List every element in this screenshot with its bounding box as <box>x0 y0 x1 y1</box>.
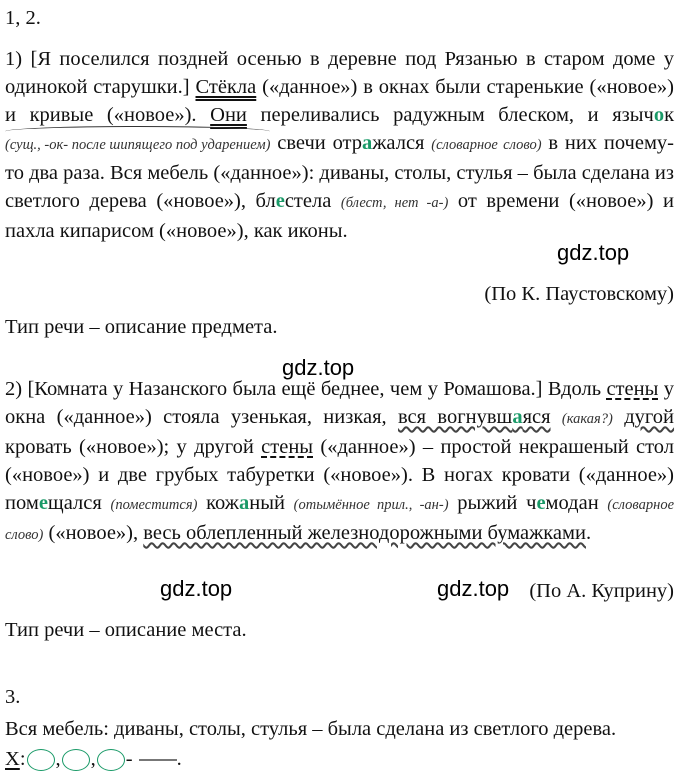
watermark: gdz.top <box>282 355 355 380</box>
scheme-generalizing-word: X <box>5 748 20 770</box>
p2-text: кожаный <box>206 492 285 514</box>
adverbial-steny: стены <box>606 378 659 400</box>
scheme-member-circle <box>62 749 90 771</box>
p1-text: переливались радужным блеском, и язычок <box>260 104 675 126</box>
p1-text: в них почему-то два раза. Вся мебель («данное»): диваны, столы, стулья – была сделана из светлого дерева («новое»), блестела <box>5 132 674 212</box>
paragraph-2 <box>5 375 674 549</box>
spelling-note: (словарное слово) <box>5 497 675 543</box>
source-paustovsky: (По К. Паустовскому) <box>484 283 674 305</box>
subject-stekla: Стёкла <box>195 76 257 98</box>
highlight-letter: а <box>512 406 523 428</box>
p2-text: рыжий чемодан <box>457 492 599 514</box>
task-header: 1, 2. <box>5 7 41 29</box>
task-number-3: 3. <box>5 686 21 708</box>
scheme-predicate-line <box>139 759 177 761</box>
scheme-comma: , <box>90 748 96 770</box>
p1-line1: 1) [Я поселился поздней осенью в деревне под Рязанью в старом доме у одинокой старушки.] <box>5 48 674 98</box>
spelling-note: (блест, нет -а-) <box>340 195 449 211</box>
highlight-letter: о <box>653 104 665 126</box>
spelling-note: (словарное слово) <box>431 137 542 153</box>
adverbial-steny-2: стены <box>261 436 314 458</box>
p2-text: 2) [Комната у Назанского была ещё беднее, чем у Ромашова.] Вдоль <box>5 378 602 400</box>
paragraph-1 <box>5 45 674 245</box>
p1-text: свечи отражался <box>277 132 425 154</box>
highlight-letter: а <box>362 132 373 154</box>
source-kuprin: (По А. Куприну) <box>529 580 674 602</box>
speech-type-1: Тип речи – описание предмета. <box>5 316 278 338</box>
scheme-member-circle <box>97 749 125 771</box>
p2-text: у окна («данное») стояла узенькая, низкая, <box>5 378 674 428</box>
highlight-letter: а <box>238 492 250 514</box>
watermark: gdz.top <box>437 576 510 601</box>
scheme-member-circle <box>27 749 55 771</box>
speech-type-2: Тип речи – описание места. <box>5 619 247 641</box>
spelling-note: (отымённое прил., -ан-) <box>293 497 449 513</box>
question-note: (какая?) <box>561 411 613 427</box>
watermark: gdz.top <box>160 576 233 601</box>
p2-text: . <box>585 522 592 544</box>
scheme-dash: - <box>125 748 133 770</box>
p2-text: («новое»), <box>48 522 139 544</box>
spelling-note: (сущ., -ок- после шипящего под ударением) <box>5 131 270 159</box>
spelling-note: (поместится) <box>110 497 198 513</box>
participle-phrase: дугой <box>624 406 675 428</box>
p2-text: («данное») – простой некрашеный стол («новое») и две грубых табуретки («новое»). В ногах кровати («данное») помещался <box>5 436 674 514</box>
p1-text: («данное») в окнах были старенькие («новое») и кривые («новое»). <box>5 76 675 126</box>
participle-phrase: весь облепленный железнодорожными бумажками <box>143 522 586 544</box>
sentence-3: Вся мебель: диваны, столы, стулья – была сделана из светлого дерева. <box>5 718 617 740</box>
participle-phrase: вся вогнувшаяся <box>398 406 551 428</box>
highlight-letter: е <box>275 190 285 212</box>
highlight-letter: е <box>38 492 48 514</box>
scheme-comma: , <box>55 748 61 770</box>
highlight-letter: е <box>536 492 546 514</box>
p2-text: кровать («новое»); у другой <box>5 436 254 458</box>
p1-text: от времени («новое») и пахла кипарисом («новое»), как иконы. <box>5 190 675 242</box>
scheme-dot: . <box>176 748 182 770</box>
sentence-scheme <box>5 745 674 773</box>
scheme-colon: : <box>19 748 26 770</box>
subject-oni: Они <box>210 104 247 126</box>
watermark: gdz.top <box>557 240 630 265</box>
